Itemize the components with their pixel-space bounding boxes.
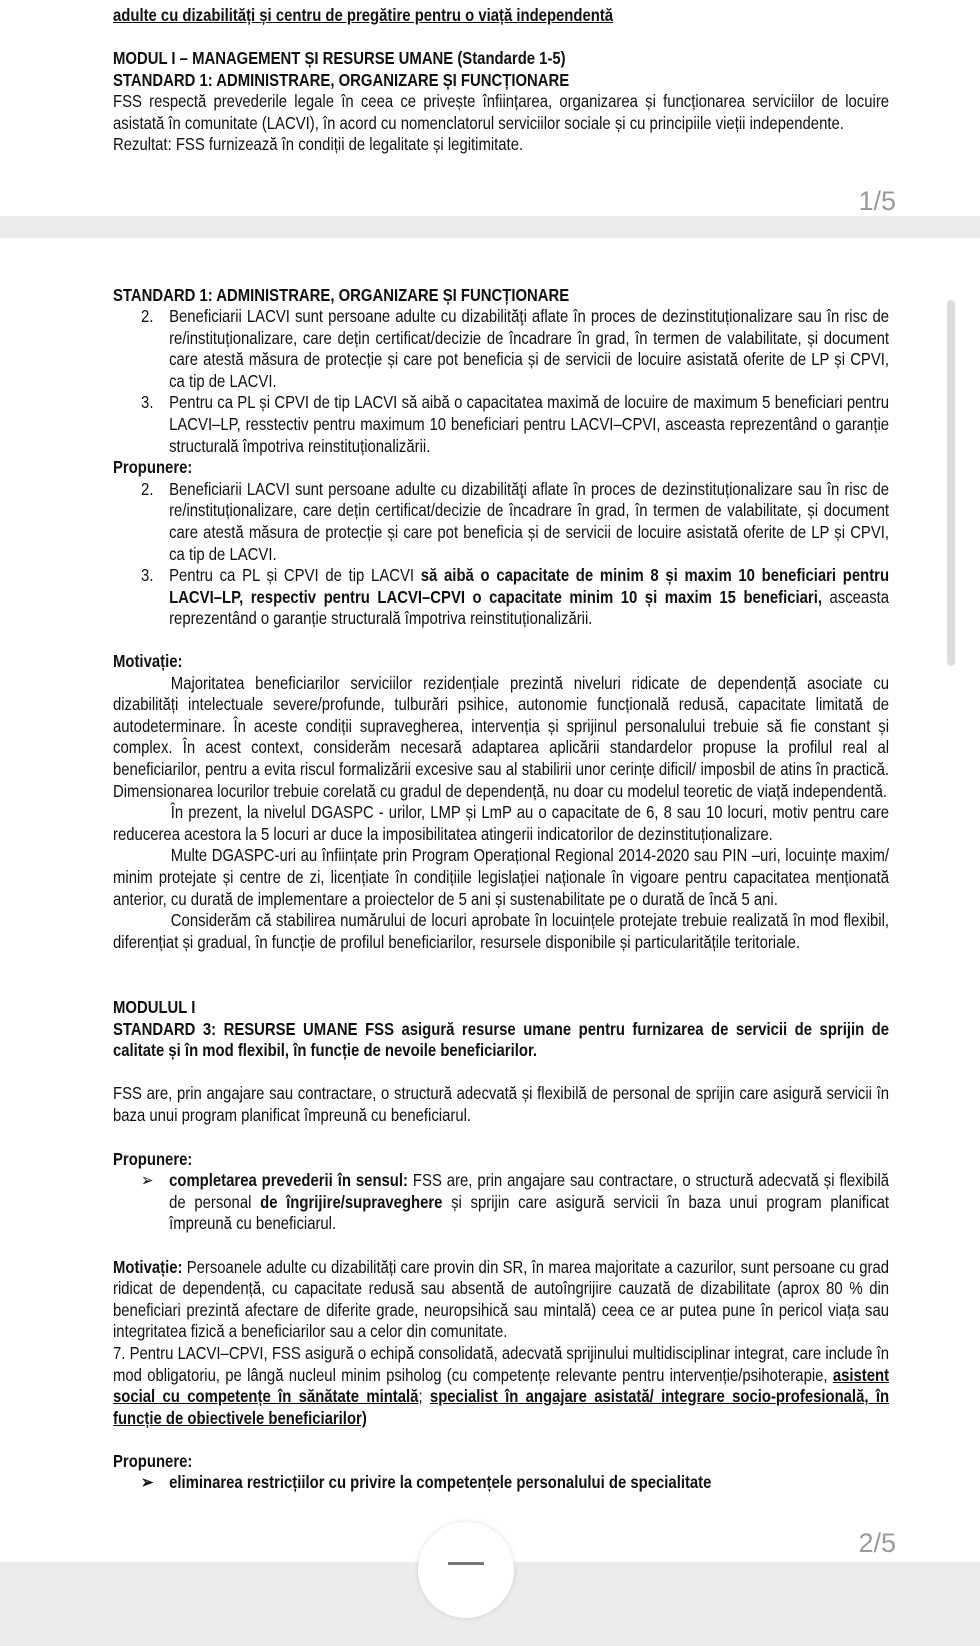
motivation-label: Motivație: [113,651,183,671]
list-item [113,479,889,565]
proposal-label: Propunere: [113,1450,193,1471]
item-text-bold: să aibă o capacitate de minim 8 și maxim 10 beneficiari pentru LACVI–LP, respectiv pentru LACVI–CPVI o capacitate minim 10 și maxim 15 beneficiari, [169,565,890,607]
motivation-paragraph: Multe DGASPC-uri au înființate prin Program Operațional Regional 2014-2020 sau PIN –uri, locuințe maxim/ minim protejate și centre de zi, licențiate în condițiile legislației naționale în vigoare pentru capacitatea menționată anterior, cu durată de implementare a proiectelor de 5 ani și sustenabilitate pe o durată de încă 5 ani. [113,845,890,909]
page-number: 2/5 [858,1528,896,1558]
motivation-2 [113,1257,889,1343]
menu-handle-button[interactable] [418,1522,514,1618]
point-7-text: 7. Pentru LACVI–CPVI, FSS asigură o echipă consolidată, adecvată sprijinului multidisciplinar integrat, care include în mod obligatoriu, pe lângă nucleul minim psiholog (cu competențe relevante pentru intervenție/psihoterapie, [113,1342,890,1385]
item-text: Beneficiarii LACVI sunt persoane adulte cu dizabilităţi aflate în proces de dezinstituționalizare sau în risc de re/instituționalizare, care dețin certificat/decizie de încadrare în grad, în termen de valabilitate, și document care atestă măsura de protecție și care pot beneficia și de servicii de locuire asistată oferite de LP și CPVI, ca tip de LACVI. [169,478,890,564]
item-text: asceasta reprezentând o garanție structurală împotriva reinstituționalizării. [169,586,890,629]
page-number: 1/5 [858,186,896,216]
proposal-label: Propunere: [113,457,193,478]
standard-3-heading: STANDARD 3: RESURSE UMANE FSS asigură resurse umane pentru furnizarea de servicii de sprijin de calitate și în mod flexibil, în funcție de nevoile beneficiarilor. [113,1018,890,1061]
page-separator [0,216,980,238]
motivation-paragraph: Majoritatea beneficiarilor serviciilor rezidențiale prezintă niveluri ridicate de dependență asociate cu dizabilități intelectuale severe/profunde, tulburări psihice, autonomie funcțională redusă, capacitate limitată de autodeterminare. În aceste condiții supravegherea, intervenția și sprijinul personalului trebuie să fie constant și complex. În acest context, considerăm necesară adaptarea aplicării standardelor propuse la profilul real al beneficiarilor, pentru a evita riscul formalizării excesive sau al stabilirii unor cerințe dificil/ imposbil de atins în practică. Dimensionarea locurilor trebuie corelată cu gradul de dependență, nu doar cu modelul teoretic de viață independentă. [113,672,890,801]
item-text: Pentru ca PL și CPVI de tip LACVI să aibă o capacitatea maximă de locuire de maximum 5 beneficiari pentru LACVI–LP, resstectiv pentru maximum 10 beneficiari pentru LACVI–CPVI, asceasta reprezentând o garanție structurală împotriva reinstituționalizării. [169,392,890,456]
item-number: 2. [141,478,154,499]
bullet-text: FSS are, prin angajare sau contractare, o structură adecvată și flexibilă de personal [169,1170,890,1212]
bullet-item [113,1170,889,1235]
point-7-underlined: asistent social cu competențe în sănătate mintală [113,1364,890,1407]
standard-1-heading: STANDARD 1: ADMINISTRARE, ORGANIZARE ȘI FUNCȚIONARE [113,285,570,305]
module-heading: MODUL I – MANAGEMENT ȘI RESURSE UMANE (Standarde 1-5) [113,48,566,68]
document-title-line: adulte cu dizabilități și centru de pregătire pentru o viață independentă [113,5,614,25]
bullet-text-bold: de îngrijire/supraveghere [260,1191,443,1212]
bullet-text: și sprijin care asigură servicii în baza unui program planificat împreună cu beneficiarul. [169,1191,890,1234]
list-item [113,306,889,392]
arrow-bullet-icon: ➢ [141,1170,154,1191]
standard-heading: STANDARD 1: ADMINISTRARE, ORGANIZARE ȘI FUNCȚIONARE [113,70,570,90]
motivation-paragraph: Considerăm că stabilirea numărului de locuri aprobate în locuințele protejate trebuie realizată în mod flexibil, diferențiat și gradual, în funcție de profilul beneficiarilor, resursele disponibile și particularitățile teritoriale. [113,910,890,952]
point-7 [113,1343,889,1429]
handle-icon [448,1562,484,1565]
list-item [113,392,889,457]
bullet-item [113,1472,889,1494]
bullet-text: eliminarea restricțiilor cu privire la competențele personalului de specialitate [169,1472,712,1493]
result-text: Rezultat: FSS furnizează în condiții de legalitate și legitimitate. [113,134,524,155]
item-number: 3. [141,392,154,413]
item-number: 3. [141,565,154,586]
point-7-underlined: specialist în angajare asistată/ integrare socio-profesională, în funcție de obiectivele beneficiarilor) [113,1386,890,1428]
proposal-label: Propunere: [113,1148,193,1169]
motivation-label: Motivație: [113,1256,183,1277]
item-text: Beneficiarii LACVI sunt persoane adulte cu dizabilităţi aflate în proces de dezinstituționalizare sau în risc de re/instituționalizare, care dețin certificat/decizie de încadrare în grad, în termen de valabilitate, și document care atestă măsura de protecție și care pot beneficia și de servicii de locuire asistată oferite de LP și CPVI, ca tip de LACVI. [169,306,890,391]
scrollbar[interactable] [947,300,955,666]
motivation-section [113,651,889,953]
item-number: 2. [141,306,154,326]
list-item [113,565,889,630]
item-text: Pentru ca PL și CPVI de tip LACVI [169,565,421,586]
fss-paragraph: FSS are, prin angajare sau contractare, o structură adecvată și flexibilă de personal de sprijin care asigură servicii în baza unui program planificat împreună cu beneficiarul. [113,1083,890,1125]
motivation-text: Persoanele adulte cu dizabilități care provin din SR, în marea majoritate a cazurilor, sunt persoane cu grad ridicat de dependență, cu capacitate redusă sau absentă de autoîngrijire cauzată de dizabilitate (aprox 80 % din beneficiari prezintă afectare de diferite grade, neuropsihică sau mintală) ceea ce ar putea pune în pericol viața sau integritatea fizică a beneficiarilor sau a celor din comunitate. [113,1256,890,1342]
current-items [113,306,889,630]
standard-paragraph: FSS respectă prevederile legale în ceea ce privește înființarea, organizarea și funcționarea serviciilor de locuire asistată în comunitate (LACVI), în acord cu nomenclatorul serviciilor sociale și cu principiile vieții independente. [113,91,890,133]
module-label: MODULUL I [113,997,196,1017]
arrow-bullet-icon: ➢ [141,1472,154,1493]
bullet-text-bold: completarea prevederii în sensul: [169,1170,408,1191]
point-7-sep: ; [418,1386,430,1407]
standard-3-section [113,997,889,1494]
motivation-paragraph: În prezent, la nivelul DGASPC - urilor, LMP și LmP au o capacitate de 6, 8 sau 10 locuri, motiv pentru care reducerea acestora la 5 locuri ar duce la imposibilitatea atingerii indicatorilor de dezinstituționalizare. [113,802,890,844]
standard-description [113,91,889,156]
